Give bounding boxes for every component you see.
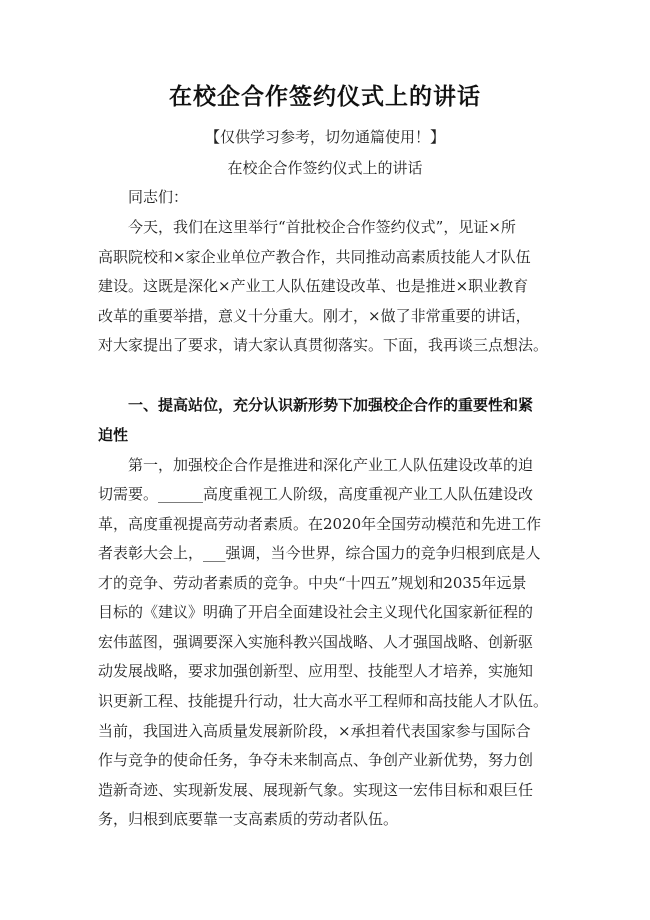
intro-line: 对大家提出了要求，请大家认真贯彻落实。下面，我再谈三点想法。	[98, 336, 549, 354]
body-line: 切需要。______高度重视工人阶级，高度重视产业工人队伍建设改	[98, 485, 534, 503]
body-line: 动发展战略，要求加强创新型、应用型、技能型人才培养，实施知	[98, 662, 534, 680]
usage-notice: 【仅供学习参考，切勿通篇使用！】	[204, 128, 445, 146]
intro-line: 建设。这既是深化×产业工人队伍建设改革、也是推进×职业教育	[98, 277, 529, 295]
body-line: 务，归根到底要靠一支高素质的劳动者队伍。	[98, 810, 399, 828]
intro-line: 高职院校和×家企业单位产教合作，共同推动高素质技能人才队伍	[98, 248, 531, 266]
body-line: 目标的《建议》明确了开启全面建设社会主义现代化国家新征程的	[98, 603, 534, 621]
document-subtitle: 在校企合作签约仪式上的讲话	[227, 159, 423, 177]
body-line: 作与竞争的使命任务，争夺未来制高点、争创产业新优势，努力创	[98, 751, 534, 769]
body-line: 宏伟蓝图，强调要深入实施科教兴国战略、人才强国战略、创新驱	[98, 633, 534, 651]
body-line: 造新奇迹、实现新发展、展现新气象。实现这一宏伟目标和艰巨任	[98, 781, 534, 799]
body-line: 者表彰大会上，___强调，当今世界，综合国力的竞争归根到底是人	[98, 544, 541, 562]
body-line: 第一，加强校企合作是推进和深化产业工人队伍建设改革的迫	[128, 456, 534, 474]
section-heading: 迫性	[98, 426, 129, 444]
body-line: 才的竞争、劳动者素质的竞争。中央“十四五”规划和2035年远景	[98, 574, 527, 592]
section-heading: 一、提高站位，充分认识新形势下加强校企合作的重要性和紧	[128, 396, 534, 414]
greeting: 同志们：	[128, 188, 189, 206]
document-title: 在校企合作签约仪式上的讲话	[169, 84, 481, 110]
body-line: 革，高度重视提高劳动者素质。在2020年全国劳动模范和先进工作	[98, 515, 542, 533]
body-line: 当前，我国进入高质量发展新阶段，×承担着代表国家参与国际合	[98, 722, 531, 740]
body-line: 识更新工程、技能提升行动，壮大高水平工程师和高技能人才队伍。	[98, 692, 549, 710]
intro-line: 今天，我们在这里举行“首批校企合作签约仪式”，见证×所	[128, 218, 516, 236]
intro-line: 改革的重要举措，意义十分重大。刚才，×做了非常重要的讲话，	[98, 307, 531, 325]
